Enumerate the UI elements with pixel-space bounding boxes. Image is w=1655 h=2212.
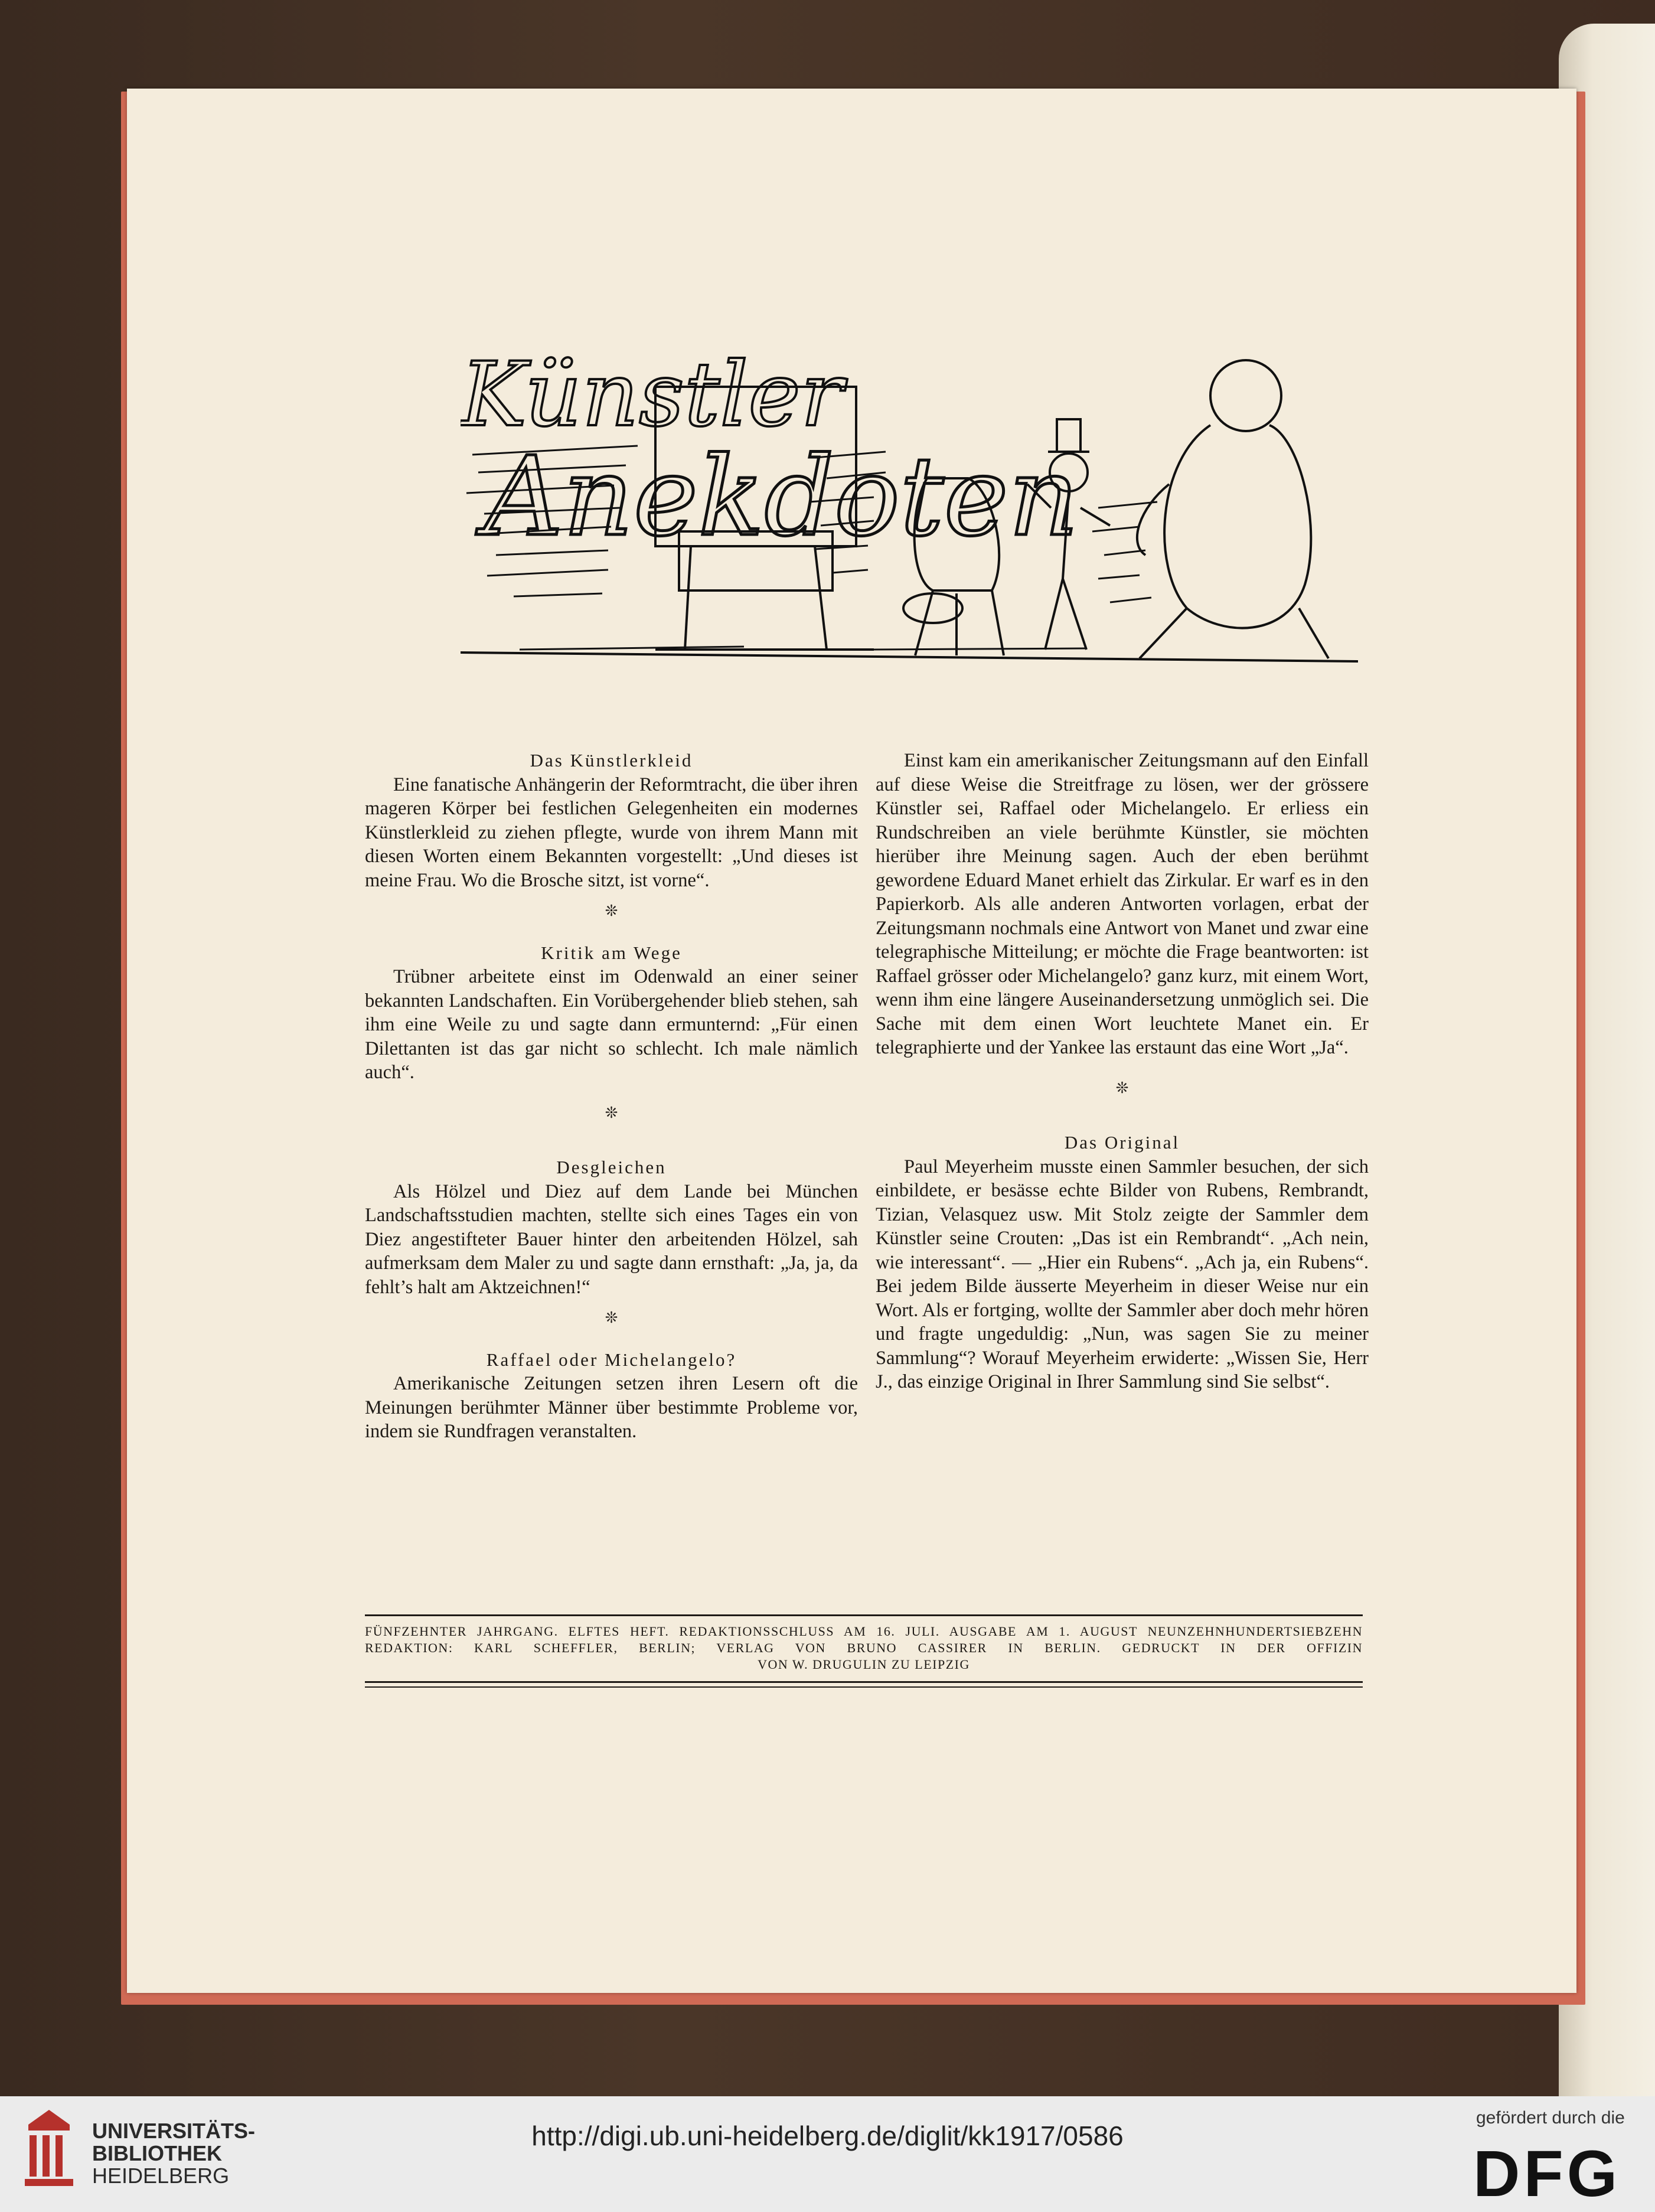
colophon-line2: REDAKTION: KARL SCHEFFLER, BERLIN; VERLAG VON BRUNO CASSIRER IN BERLIN. GEDRUCKT IN DER OFFIZIN <box>365 1640 1363 1655</box>
heading-kuenstlerkleid: Das Künstlerkleid <box>530 750 693 771</box>
heading-kritik-am-wege: Kritik am Wege <box>541 942 682 963</box>
paragraph-kritik-am-wege: Trübner arbeitete einst im Odenwald an einer seiner bekannten Landschaften. Ein Vorübergehender blieb stehen, sah ihm eine Weile zu und sagte dann ermunternd: „Für einen Dilettanten ist das gar nicht so schlecht. Ich male nämlich auch“. <box>365 966 858 1083</box>
separator-star-icon: ❊ <box>605 1309 618 1326</box>
heading-desgleichen: Desgleichen <box>556 1157 667 1177</box>
paragraph-kuenstlerkleid: Eine fanatische Anhängerin der Reformtracht, die über ihren mageren Körper bei festlichen Gelegenheiten ein modernes Künstlerkleid zu ziehen pflegte, wurde von ihrem Mann mit diesen Worten einem Bekannten vorgestellt: „Und dieses ist meine Frau. Wo die Brosche sitzt, ist vorne“. <box>365 774 858 891</box>
separator-star-icon: ❊ <box>1115 1079 1129 1097</box>
colophon-line1: FÜNFZEHNTER JAHRGANG. ELFTES HEFT. REDAKTIONSSCHLUSS AM 16. JULI. AUSGABE AM 1. AUGUST NEUNZEHNHUNDERTSIEBZEHN <box>365 1624 1363 1639</box>
colophon-bottom-rule-2 <box>365 1686 1363 1688</box>
colophon-text <box>365 1623 1363 1673</box>
heading-raffael-oder-michelangelo: Raffael oder Michelangelo? <box>486 1349 737 1370</box>
permalink-url[interactable]: http://digi.ub.uni-heidelberg.de/diglit/kk1917/0586 <box>531 2120 1124 2151</box>
heading-das-original: Das Original <box>1064 1132 1180 1153</box>
colophon-top-rule <box>365 1614 1363 1616</box>
sponsor-label: gefördert durch die <box>1476 2108 1625 2128</box>
illustration-title-line2: Anekdoten <box>484 433 1079 560</box>
dfg-logo-icon[interactable]: DFG <box>1473 2138 1621 2210</box>
paragraph-das-original: Paul Meyerheim musste einen Sammler besuchen, der sich einbildete, er besässe echte Bilder von Rubens, Rembrandt, Tizian, Velasquez usw. Mit Stolz zeigte der Sammler dem Künstler seine Crouten: „Das ist ein Rembrandt“. „Ach nein, wie interessant“. — „Hier ein Rubens“. „Ach ja, ein Rubens“. Bei jedem Bilde äusserte Meyerheim in dieser Weise nur ein Wort. Als er fortging, wollte der Sammler aber doch mehr hören und fragte ungeduldig: „Nun, was sagen Sie zu meiner Sammlung“? Worauf Meyerheim erwiderte: „Wissen Sie, Herr J., das einzige Original in Ihrer Sammlung sind Sie selbst“. <box>876 1156 1369 1392</box>
paragraph-desgleichen: Als Hölzel und Diez auf dem Lande bei München Landschaftsstudien machten, stellte sich eines Tages ein von Diez angestifteter Bauer hinter den arbeitenden Hölzel, sah aufmerksam dem Maler zu und sagte dann ernsthaft: „Ja, ja, da fehlt’s halt am Aktzeichnen!“ <box>365 1180 858 1298</box>
left-column <box>365 749 858 1444</box>
library-name-line3: HEIDELBERG <box>92 2164 230 2188</box>
paragraph-raffael-intro: Amerikanische Zeitungen setzen ihren Lesern oft die Meinungen berühmter Männer über bestimmte Probleme vor, indem sie Rundfragen veranstalten. <box>365 1373 858 1442</box>
colophon <box>365 1614 1363 1688</box>
separator-star-icon: ❊ <box>605 1104 618 1121</box>
library-name-line2: BIBLIOTHEK <box>92 2141 222 2165</box>
right-column <box>876 749 1369 1394</box>
header-illustration <box>461 331 1358 679</box>
paragraph-raffael-continued: Einst kam ein amerikanischer Zeitungsmann auf den Einfall auf diese Weise die Streitfrage zu lösen, wer der grössere Künstler sei, Raffael oder Michelangelo. Er erliess ein Rundschreiben an viele berühmte Künstler, sie möchten hierüber ihre Meinung sagen. Auch der eben berühmt gewordene Eduard Manet erhielt das Zirkular. Er warf es in den Papierkorb. Als alle anderen Antworten vorlagen, erbat der Zeitungsmann nochmals eine Antwort von Manet und zwar eine telegraphische Mitteilung; er möchte die Frage beantworten: ist Raffael grösser oder Michelangelo? ganz kurz, mit einem Wort, wenn ihm eine längere Auseinandersetzung unmöglich sei. Die Sache mit dem einen Wort leuchtete Manet ein. Er telegraphierte und der Yankee las erstaunt das eine Wort „Ja“. <box>876 750 1369 1058</box>
separator-star-icon: ❊ <box>605 902 618 919</box>
library-name-line1: UNIVERSITÄTS- <box>92 2119 256 2143</box>
illustration-title-line1: Künstler <box>461 344 843 446</box>
colophon-line3: VON W. DRUGULIN ZU LEIPZIG <box>758 1657 970 1672</box>
colophon-bottom-rule <box>365 1681 1363 1683</box>
